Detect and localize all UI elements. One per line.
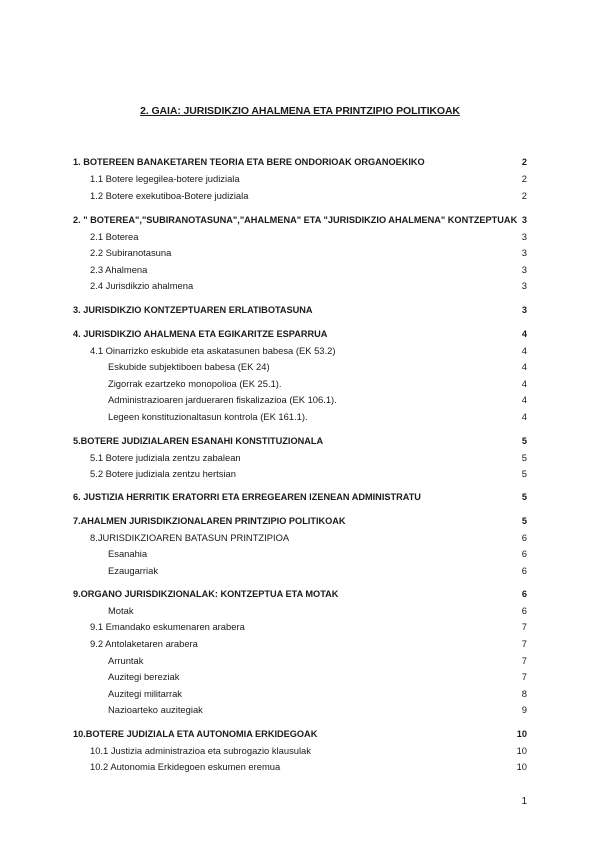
toc-entry[interactable] (0, 727, 600, 741)
toc-entry-title: 10.2 Autonomia Erkidegoen eskumen eremua (90, 761, 281, 772)
toc-entry-page: 3 (521, 215, 527, 225)
toc-entry[interactable] (0, 263, 600, 277)
toc-entry-title: Administrazioaren jardueraren fiskalizazioa (EK 106.1). (108, 394, 337, 405)
toc-entry[interactable] (0, 410, 600, 424)
toc-entry[interactable] (0, 620, 600, 634)
toc-entry[interactable] (0, 327, 600, 341)
toc-entry-title: Arruntak (108, 655, 144, 666)
toc-entry-page: 7 (521, 621, 527, 632)
toc-entry-page: 4 (521, 361, 527, 372)
toc-entry-title: 9.1 Emandako eskumenaren arabera (90, 621, 245, 632)
toc-entry-page: 4 (521, 329, 527, 339)
toc-entry-title: Auzitegi bereziak (108, 671, 180, 682)
toc-entry-page: 10 (516, 729, 527, 739)
toc-entry-page: 3 (521, 280, 527, 291)
toc-entry[interactable] (0, 703, 600, 717)
toc-entry-page: 5 (521, 436, 527, 446)
toc-entry-page: 3 (521, 231, 527, 242)
toc-entry[interactable] (0, 587, 600, 601)
toc-entry[interactable] (0, 547, 600, 561)
toc-entry-page: 5 (521, 492, 527, 502)
toc-entry-title: 10.1 Justizia administrazioa eta subrogazio klausulak (90, 745, 311, 756)
toc-entry-title: Esanahia (108, 548, 148, 559)
toc-entry-page: 2 (521, 190, 527, 201)
toc-entry[interactable] (0, 760, 600, 774)
toc-entry[interactable] (0, 393, 600, 407)
toc-entry[interactable] (0, 744, 600, 758)
toc-entry-title: 4.1 Oinarrizko eskubide eta askatasunen babesa (EK 53.2) (90, 345, 336, 356)
toc-entry-title: 1.2 Botere exekutiboa-Botere judiziala (90, 190, 249, 201)
toc-entry-title: 1.1 Botere legegilea-botere judiziala (90, 173, 240, 184)
toc-entry-page: 4 (521, 378, 527, 389)
toc-entry[interactable] (0, 303, 600, 317)
document-title: 2. GAIA: JURISDIKZIO AHALMENA ETA PRINTZIPIO POLITIKOAK (140, 105, 460, 117)
toc-entry-title: 2.1 Boterea (90, 231, 139, 242)
toc-entry-title: Nazioarteko auzitegiak (108, 704, 203, 715)
toc-entry-page: 4 (521, 411, 527, 422)
toc-entry-title: 10.BOTERE JUDIZIALA ETA AUTONOMIA ERKIDEGOAK (73, 729, 318, 739)
toc-entry[interactable] (0, 344, 600, 358)
toc-entry[interactable] (0, 360, 600, 374)
toc-entry-title: 3. JURISDIKZIO KONTZEPTUAREN ERLATIBOTASUNA (73, 305, 313, 315)
toc-entry[interactable] (0, 531, 600, 545)
toc-entry-page: 2 (521, 157, 527, 167)
toc-entry[interactable] (0, 230, 600, 244)
toc-entry-title: Ezaugarriak (108, 565, 159, 576)
toc-entry-title: 2.3 Ahalmena (90, 264, 148, 275)
toc-entry[interactable] (0, 514, 600, 528)
toc-entry-title: 9.ORGANO JURISDIKZIONALAK: KONTZEPTUA ETA MOTAK (73, 589, 339, 599)
toc-entry-title: 5.1 Botere judiziala zentzu zabalean (90, 452, 241, 463)
toc-entry[interactable] (0, 654, 600, 668)
toc-entry[interactable] (0, 434, 600, 448)
toc-entry[interactable] (0, 155, 600, 169)
toc-entry-page: 6 (521, 548, 527, 559)
toc-entry-title: Motak (108, 605, 134, 616)
toc-entry-page: 10 (516, 761, 527, 772)
toc-entry-page: 6 (521, 532, 527, 543)
toc-entry-title: 8.JURISDIKZIOAREN BATASUN PRINTZIPIOA (90, 532, 290, 543)
toc-entry-page: 7 (521, 655, 527, 666)
toc-entry-title: 2.2 Subiranotasuna (90, 247, 172, 258)
page-number: 1 (521, 796, 527, 807)
toc-entry-page: 10 (516, 745, 527, 756)
toc-entry[interactable] (0, 670, 600, 684)
toc-entry-page: 3 (521, 247, 527, 258)
toc-entry-page: 4 (521, 345, 527, 356)
toc-entry-page: 5 (521, 516, 527, 526)
toc-entry-title: 5.2 Botere judiziala zentzu hertsian (90, 468, 236, 479)
toc-entry-page: 4 (521, 394, 527, 405)
toc-entry-title: 1. BOTEREEN BANAKETAREN TEORIA ETA BERE ONDORIOAK ORGANOEKIKO (73, 157, 425, 167)
toc-entry-title: Legeen konstituzionaltasun kontrola (EK 161.1). (108, 411, 308, 422)
toc-entry-page: 8 (521, 688, 527, 699)
toc-entry[interactable] (0, 687, 600, 701)
toc-entry-page: 2 (521, 173, 527, 184)
toc-entry[interactable] (0, 213, 600, 227)
toc-entry-page: 7 (521, 638, 527, 649)
toc-entry-title: 9.2 Antolaketaren arabera (90, 638, 198, 649)
toc-entry-page: 5 (521, 452, 527, 463)
toc-entry-page: 3 (521, 305, 527, 315)
toc-entry-title: 5.BOTERE JUDIZIALAREN ESANAHI KONSTITUZIONALA (73, 436, 324, 446)
toc-entry-page: 9 (521, 704, 527, 715)
toc-entry[interactable] (0, 637, 600, 651)
toc-entry-page: 5 (521, 468, 527, 479)
toc-entry-title: Auzitegi militarrak (108, 688, 182, 699)
toc-entry-title: 7.AHALMEN JURISDIKZIONALAREN PRINTZIPIO POLITIKOAK (73, 516, 346, 526)
toc-entry[interactable] (0, 189, 600, 203)
toc-entry-page: 3 (521, 264, 527, 275)
toc-entry[interactable] (0, 172, 600, 186)
toc-entry[interactable] (0, 467, 600, 481)
toc-entry-page: 6 (521, 605, 527, 616)
toc-entry[interactable] (0, 246, 600, 260)
toc-entry[interactable] (0, 564, 600, 578)
toc-entry-page: 6 (521, 565, 527, 576)
toc-entry-title: 2. " BOTEREA","SUBIRANOTASUNA","AHALMENA" ETA "JURISDIKZIO AHALMENA" KONTZEPTUAK (73, 215, 518, 225)
toc-entry-title: 4. JURISDIKZIO AHALMENA ETA EGIKARITZE ESPARRUA (73, 329, 328, 339)
toc-entry[interactable] (0, 451, 600, 465)
toc-entry-title: 2.4 Jurisdikzio ahalmena (90, 280, 194, 291)
toc-entry-title: Eskubide subjektiboen babesa (EK 24) (108, 361, 270, 372)
toc-entry-page: 7 (521, 671, 527, 682)
toc-entry[interactable] (0, 279, 600, 293)
toc-entry-title: 6. JUSTIZIA HERRITIK ERATORRI ETA ERREGEAREN IZENEAN ADMINISTRATU (73, 492, 421, 502)
toc-entry[interactable] (0, 604, 600, 618)
toc-entry-page: 6 (521, 589, 527, 599)
toc-entry[interactable] (0, 490, 600, 504)
toc-entry[interactable] (0, 377, 600, 391)
toc-entry-title: Zigorrak ezartzeko monopolioa (EK 25.1). (108, 378, 282, 389)
